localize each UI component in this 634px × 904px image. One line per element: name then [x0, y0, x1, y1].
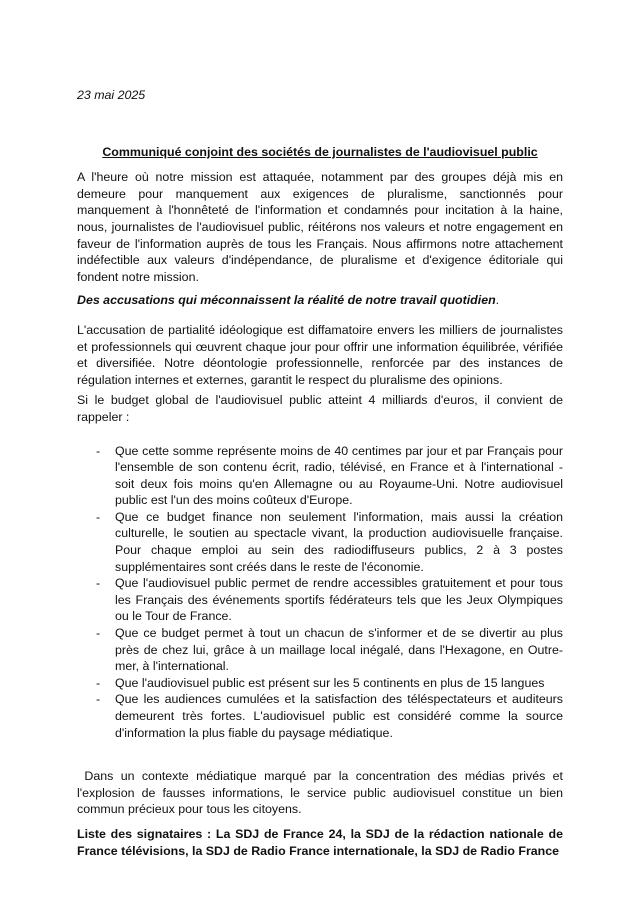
document-page: [77, 0, 567, 899]
list-item: [77, 625, 563, 675]
bullet-dash: -: [96, 675, 101, 690]
list-item: [77, 575, 563, 625]
section-heading: [77, 292, 563, 309]
list-item-text: Que l'audiovisuel public est présent sur les 5 continents en plus de 15 langues: [115, 675, 545, 690]
list-item: [77, 691, 563, 741]
document-date: 23 mai 2025: [77, 88, 146, 102]
list-item: [77, 675, 563, 692]
section-heading-period: .: [495, 293, 500, 308]
list-item: [77, 443, 563, 509]
intro-paragraph: A l'heure où notre mission est attaquée, notamment par des groupes déjà mis en demeure pour manquement aux exigences de pluralisme, sanctionnés pour manquement à l'honnêteté de l'information et condamnés pour incitation à la haine, nous, journalistes de l'audiovisuel public, réitérons nos valeurs et notre engagement en faveur de l'information auprès de tous les Français. Nous affirmons notre attachement indéfectible aux valeurs d'indépendance, de pluralisme et d'exigence éditoriale qui fondent notre mission.: [77, 170, 563, 284]
document-title: Communiqué conjoint des sociétés de journalistes de l'audiovisuel public: [102, 144, 538, 159]
section-heading-text: Des accusations qui méconnaissent la réalité de notre travail quotidien: [77, 293, 496, 308]
bullet-dash: -: [96, 443, 101, 458]
list-item-text: Que ce budget permet à tout un chacun de s'informer et de se divertir au plus près de chez lui, grâce à un maillage local inégalé, dans l'Hexagone, en Outre-mer, à l'international.: [115, 626, 563, 674]
conclusion-paragraph: Dans un contexte médiatique marqué par la concentration des médias privés et l'explosion de fausses informations, le service public audiovisuel constitue un bien commun précieux pour tous les citoyens.: [77, 769, 567, 817]
list-item-text: Que ce budget finance non seulement l'information, mais aussi la création culturelle, le soutien au spectacle vivant, la production audiovisuelle française. Pour chaque emploi au sein des radiodiffuseurs publics, 2 à 3 postes supplémentaires sont créés dans le reste de l'économie.: [115, 509, 563, 574]
budget-paragraph: Si le budget global de l'audiovisuel public atteint 4 milliards d'euros, il convient de rappeler :: [77, 393, 563, 424]
list-item-text: Que cette somme représente moins de 40 centimes par jour et par Français pour l'ensemble de son contenu écrit, radio, télévisé, en France et à l'international - soit deux fois moins qu'en Allemagne ou au Royaume-Uni. Notre audiovisuel public est l'un des moins coûteux d'Europe.: [115, 443, 563, 508]
bullet-dash: -: [96, 626, 101, 641]
bullet-dash: -: [96, 576, 101, 591]
list-item: [77, 509, 563, 575]
accusation-paragraph: L'accusation de partialité idéologique est diffamatoire envers les milliers de journalistes et professionnels qui œuvrent chaque jour pour offrir une information équilibrée, vérifiée et diversifiée. Notre déontologie professionnelle, renforcée par des instances de régulation internes et externes, garantit le respect du pluralisme des opinions.: [77, 322, 563, 387]
bullet-dash: -: [96, 509, 101, 524]
list-item-text: Que l'audiovisuel public permet de rendre accessibles gratuitement et pour tous les Français des événements sportifs fédérateurs tels que les Jeux Olympiques ou le Tour de France.: [115, 576, 563, 624]
signatories: Liste des signataires : La SDJ de France 24, la SDJ de la rédaction nationale de France télévisions, la SDJ de Radio France internationale, la SDJ de Radio France: [77, 826, 563, 858]
bullet-dash: -: [96, 692, 101, 707]
list-item-text: Que les audiences cumulées et la satisfaction des téléspectateurs et auditeurs demeurent très fortes. L'audiovisuel public est considéré comme la source d'information la plus fiable du paysage médiatique.: [115, 692, 563, 740]
budget-list: [77, 443, 563, 742]
